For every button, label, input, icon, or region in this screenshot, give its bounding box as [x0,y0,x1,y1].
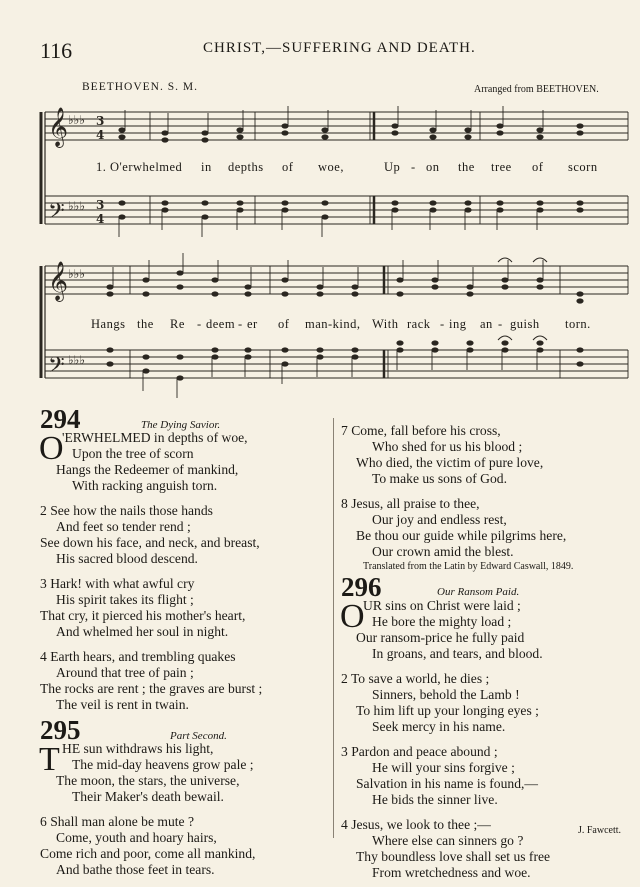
lyric-word: rack [407,317,431,331]
tune-name: BEETHOVEN. S. M. [82,81,198,93]
verse-line: 4 Jesus, we look to thee ;— [341,817,491,832]
hymn-title: Our Ransom Paid. [437,586,520,598]
verse-line: 8 Jesus, all praise to thee, [341,496,480,511]
verse-line: Come rich and poor, come all mankind, [40,846,256,861]
svg-text:𝄞: 𝄞 [48,107,69,147]
left-column [40,406,330,878]
svg-text:♭♭♭: ♭♭♭ [68,353,85,367]
hymn-295-stanza-8 [341,496,631,560]
hymn-number: 295 [40,715,81,745]
verse-line: Who shed for us his blood ; [372,439,523,454]
verse-line: And bathe those feet in tears. [56,862,215,877]
verse-line: And feet so tender rend ; [56,519,191,534]
lyric-word: - [238,317,243,331]
lyric-word: Up [384,160,401,174]
drop-cap: O [340,598,365,635]
verse-line: Thy boundless love shall set us free [356,849,551,864]
lyric-word: of [278,317,290,331]
svg-text:4: 4 [96,128,105,142]
lyric-word: deem [206,317,236,331]
lyric-word: Hangs [91,317,126,331]
hymn-294-stanza-1 [40,430,330,494]
verse-line: He bids the sinner live. [372,792,498,807]
svg-text:𝄢: 𝄢 [48,199,65,229]
svg-text:4: 4 [96,212,105,226]
verse-line: To make us sons of God. [372,471,507,486]
hymn-title: Part Second. [170,730,227,742]
svg-text:𝄢: 𝄢 [48,353,65,383]
verse-line: The rocks are rent ; the graves are burst ; [40,681,263,696]
lyric-word: With [372,317,399,331]
verse-line: UR sins on Christ were laid ; [363,598,521,613]
lyric-word: guish [510,317,540,331]
lyric-word: in [201,160,212,174]
lyric-word: the [458,160,475,174]
svg-text:♭♭♭: ♭♭♭ [68,267,85,281]
verse-line: With racking anguish torn. [72,478,218,493]
svg-text:3: 3 [96,198,105,212]
lyric-word: ing [449,317,467,331]
hymn-295-stanza-6 [40,814,330,878]
hymn-295-credit: Translated from the Latin by Edward Caswall, 1849. [363,561,574,572]
verse-line: Our ransom-price he fully paid [356,630,525,645]
hymn-294-heading [40,404,330,434]
svg-text:3: 3 [96,114,105,128]
hymn-295-heading [40,715,330,745]
verse-line: His sacred blood descend. [56,551,198,566]
drop-cap: T [39,741,60,778]
verse-line: Be thou our guide while pilgrims here, [356,528,567,543]
verse-line: His spirit takes its flight ; [56,592,194,607]
lyric-word: scorn [568,160,598,174]
lyric-word: Re [170,317,185,331]
hymn-number: 294 [40,404,81,434]
lyric-word: the [137,317,154,331]
verse-line: Our joy and endless rest, [372,512,507,527]
running-title: CHRIST,—SUFFERING AND DEATH. [203,40,476,56]
lyric-word: of [532,160,544,174]
verse-line: 6 Shall man alone be mute ? [40,814,195,829]
lyric-word: depths [228,160,264,174]
hymn-296-stanza-1 [341,598,631,662]
hymn-296-stanza-2 [341,671,631,735]
svg-text:♭♭♭: ♭♭♭ [68,199,85,213]
verse-line: Where else can sinners go ? [372,833,524,848]
verse-line: HE sun withdraws his light, [62,741,214,756]
verse-line: That cry, it pierced his mother's heart, [40,608,246,623]
hymn-294-stanza-4 [40,649,330,713]
verse-line: Upon the tree of scorn [72,446,194,461]
verse-line: See down his face, and neck, and breast, [40,535,260,550]
hymn-number: 296 [341,572,382,602]
lyric-word: er [247,317,258,331]
verse-line: The mid-day heavens grow pale ; [72,757,254,772]
verse-line: Sinners, behold the Lamb ! [372,687,520,702]
svg-text:𝄞: 𝄞 [48,261,69,301]
lyric-word: - [411,160,416,174]
column-divider [333,418,334,838]
verse-line: 3 Pardon and peace abound ; [341,744,498,759]
right-column [341,423,631,881]
verse-line: He bore the mighty load ; [372,614,512,629]
verse-line: Come, youth and hoary hairs, [56,830,217,845]
verse-line: Their Maker's death bewail. [72,789,224,804]
hymn-295-stanza-1 [40,741,330,805]
music-score [0,0,640,400]
verse-line: 7 Come, fall before his cross, [341,423,501,438]
hymn-295-stanza-7 [341,423,631,487]
drop-cap: O [39,430,64,467]
lyric-word: - [498,317,503,331]
verse-line: Our crown amid the blest. [372,544,514,559]
hymn-294-stanza-2 [40,503,330,567]
verse-line: Hangs the Redeemer of mankind, [56,462,239,477]
lyric-word: - [440,317,445,331]
lyric-word: woe, [318,160,344,174]
verse-line: And whelmed her soul in night. [56,624,229,639]
svg-text:♭♭♭: ♭♭♭ [68,113,85,127]
lyric-line-2 [0,317,640,335]
hymn-296-heading [341,572,631,602]
verse-line: Around that tree of pain ; [56,665,194,680]
hymn-title: The Dying Savior. [141,419,221,431]
lyric-word: an [480,317,493,331]
lyric-word: - [197,317,202,331]
verse-line: 4 Earth hears, and trembling quakes [40,649,236,664]
lyric-word: torn. [565,317,591,331]
verse-line: The moon, the stars, the universe, [56,773,240,788]
verse-line: To him lift up your longing eyes ; [356,703,539,718]
lyric-word: of [282,160,294,174]
verse-line: 2 To save a world, he dies ; [341,671,490,686]
verse-line: Salvation in his name is found,— [356,776,538,791]
verse-line: He will your sins forgive ; [372,760,515,775]
hymn-294-stanza-3 [40,576,330,640]
verse-line: Who died, the victim of pure love, [356,455,544,470]
verse-line: In groans, and tears, and blood. [372,646,543,661]
tune-arranger: Arranged from BEETHOVEN. [474,84,599,95]
page-number: 116 [40,38,73,63]
verse-line: 'ERWHELMED in depths of woe, [62,430,248,445]
verse-line: From wretchedness and woe. [372,865,531,880]
hymn-296-stanza-3 [341,744,631,808]
verse-line: 3 Hark! with what awful cry [40,576,195,591]
hymn-296-credit: J. Fawcett. [577,825,621,836]
verse-line: The veil is rent in twain. [56,697,189,712]
lyric-word: 1. O'erwhelmed [96,160,183,174]
lyric-word: on [426,160,440,174]
lyric-word: tree [491,160,512,174]
verse-line: Seek mercy in his name. [372,719,506,734]
lyric-line-1 [0,160,640,178]
lyric-word: man-kind, [305,317,361,331]
verse-line: 2 See how the nails those hands [40,503,213,518]
